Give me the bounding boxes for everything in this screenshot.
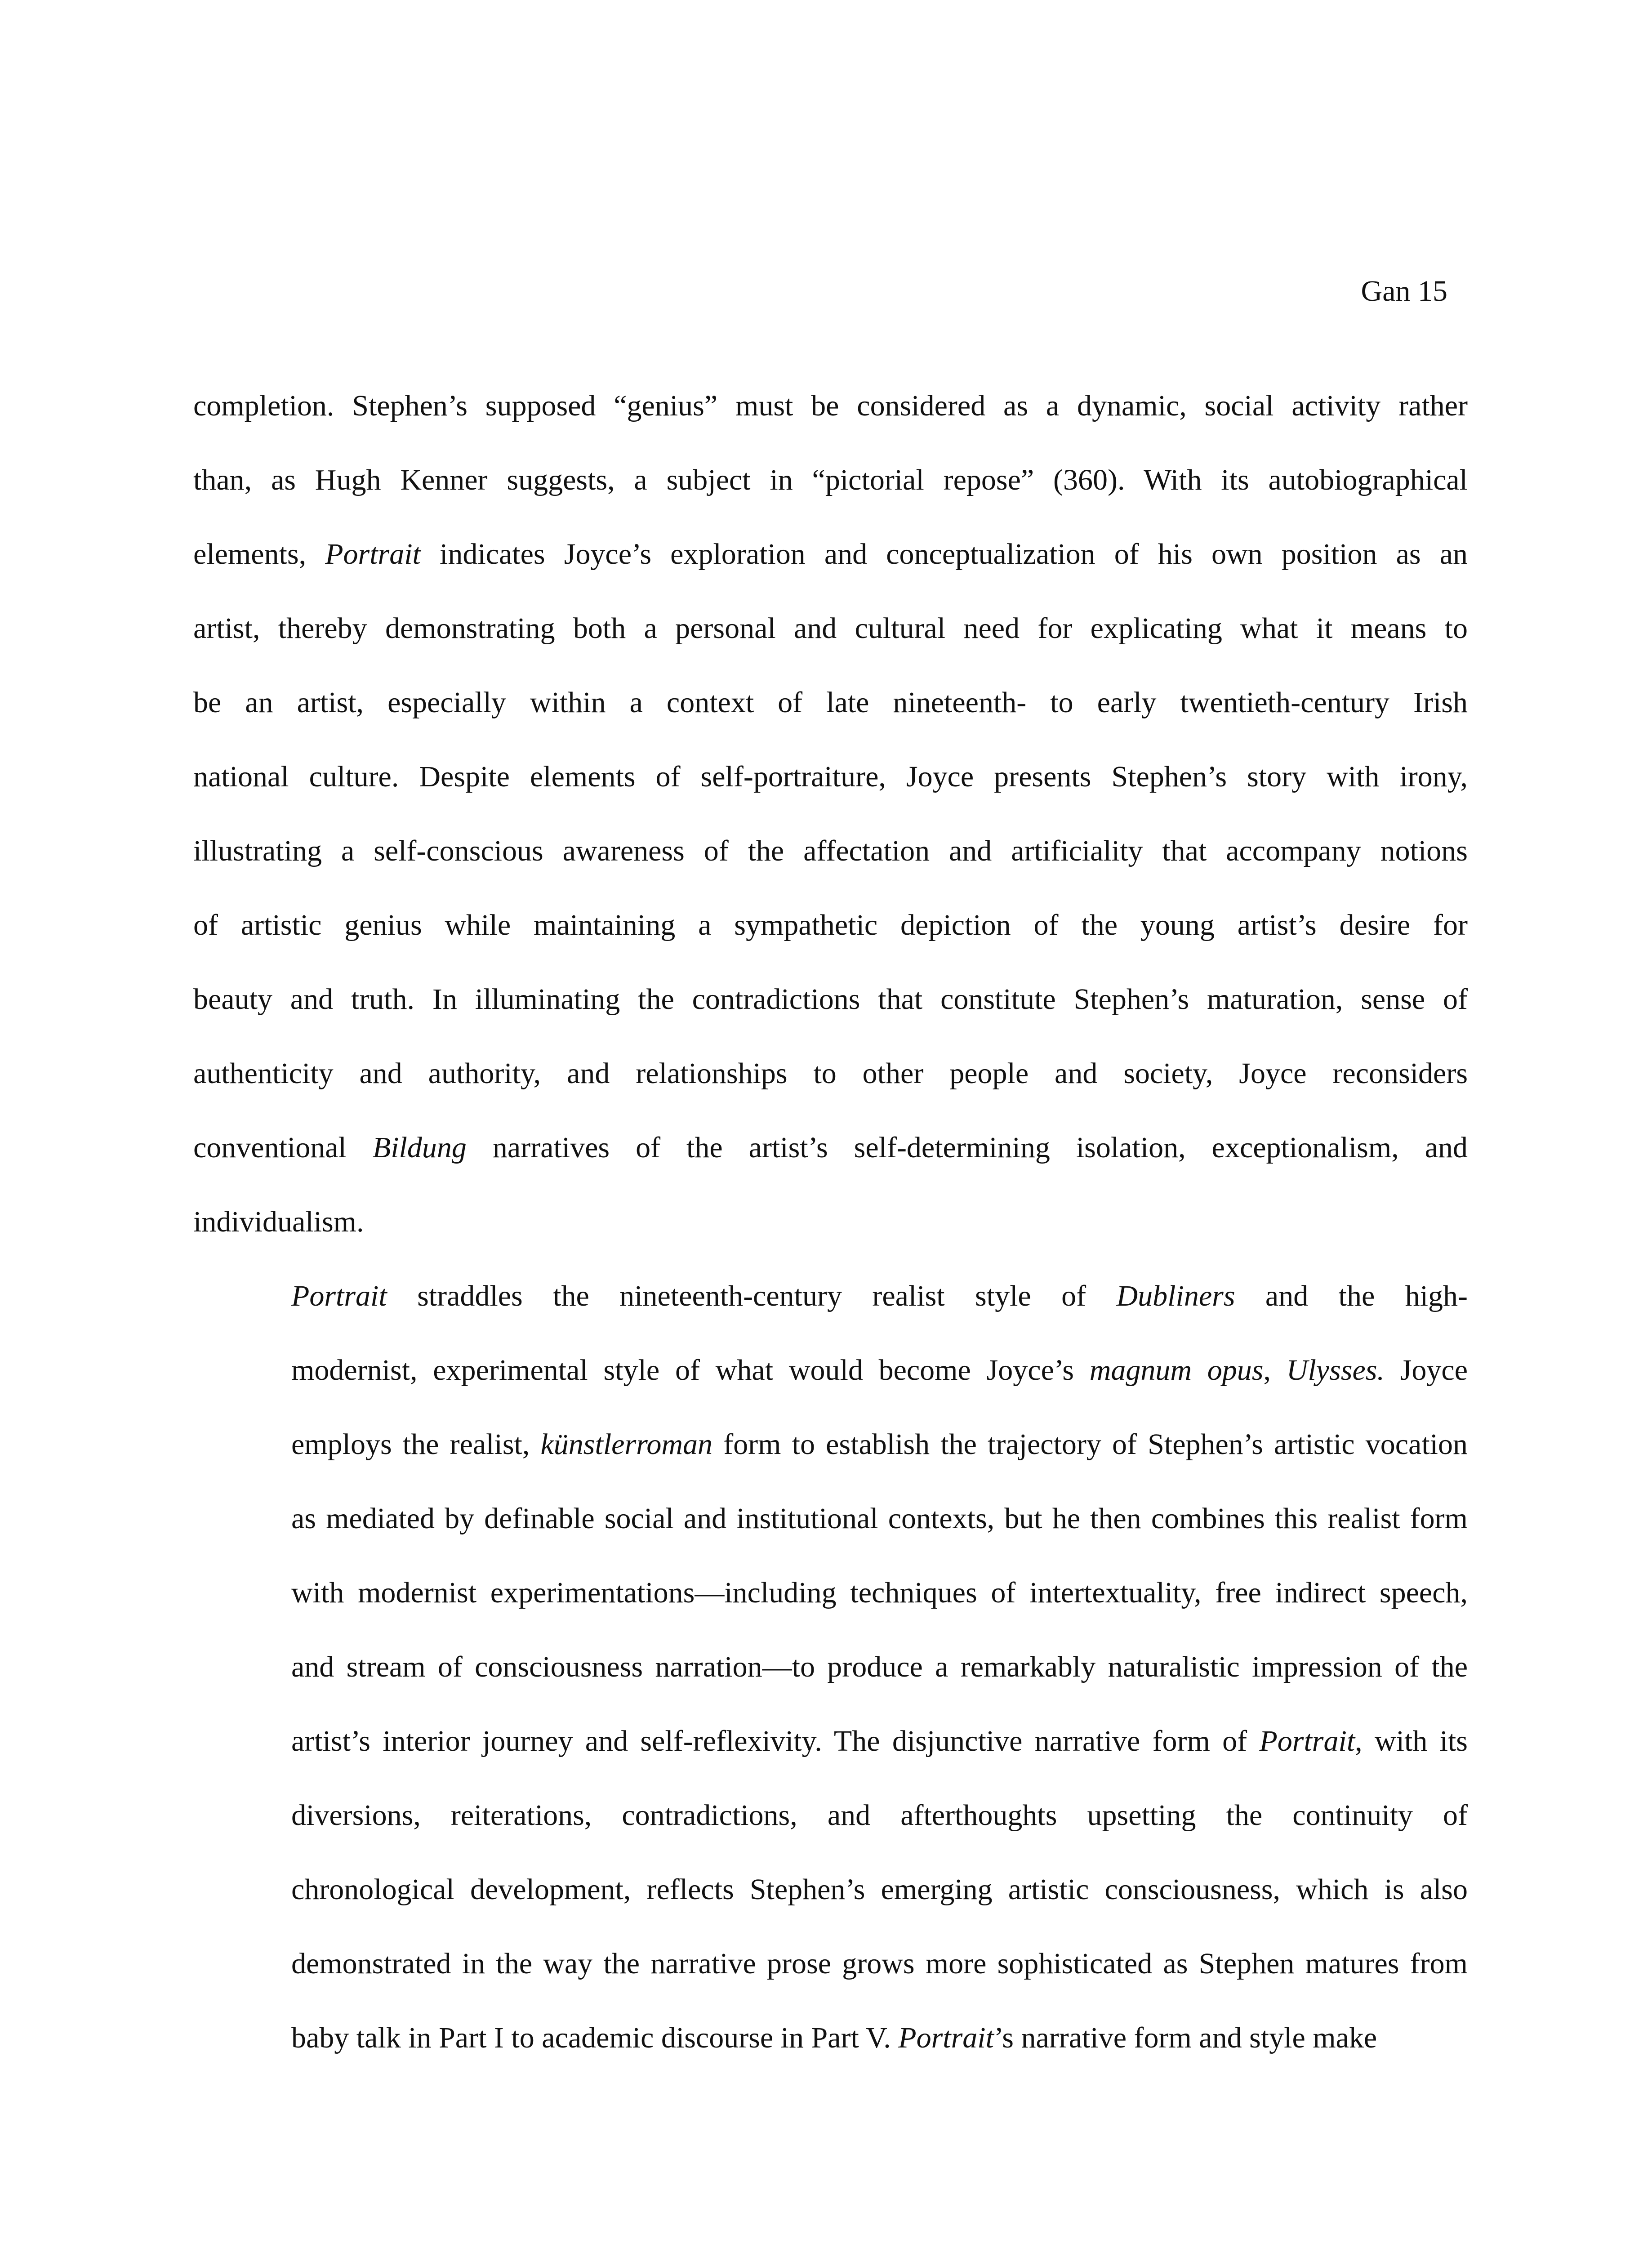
body-text (193, 369, 1468, 2075)
text-run: elements, (193, 538, 325, 571)
text-line (193, 1111, 1468, 1185)
text-run: completion. Stephen’s supposed “genius” must be considered as a dynamic, social activity rather (193, 389, 1468, 422)
text-line (193, 665, 1468, 740)
text-line (193, 1778, 1468, 1852)
italic-title: magnum opus (1089, 1354, 1264, 1387)
text-line (193, 1556, 1468, 1630)
running-head: Gan 15 (1361, 275, 1447, 308)
paragraph (193, 369, 1468, 1259)
text-line (193, 1852, 1468, 1927)
italic-title: Portrait (1259, 1725, 1355, 1757)
text-line (193, 517, 1468, 591)
text-run: indicates Joyce’s exploration and conceptualization of his own position as an (420, 538, 1468, 571)
text-line (193, 591, 1468, 665)
text-run: straddles the nineteenth-century realist style of (387, 1280, 1117, 1312)
text-run: modernist, experimental style of what would become Joyce’s (291, 1354, 1090, 1387)
italic-title: Bildung (372, 1131, 467, 1164)
italic-title: Portrait (898, 2021, 994, 2054)
text-run: Joyce (1384, 1354, 1468, 1387)
text-run: conventional (193, 1131, 373, 1164)
text-line (193, 740, 1468, 814)
paragraph (193, 1259, 1468, 2075)
text-run: , (1263, 1354, 1287, 1387)
text-run: with modernist experimentations—including techniques of intertextuality, free indirect speech, (291, 1576, 1468, 1609)
text-line (193, 1630, 1468, 1704)
italic-title: Portrait (291, 1280, 387, 1312)
italic-title: Portrait (325, 538, 421, 571)
text-line (193, 1036, 1468, 1111)
text-line (193, 814, 1468, 888)
text-line (193, 1333, 1468, 1407)
text-line (193, 1185, 1468, 1259)
text-run: narratives of the artist’s self-determining isolation, exceptionalism, and (466, 1131, 1468, 1164)
text-run: beauty and truth. In illuminating the contradictions that constitute Stephen’s maturation, sense of (193, 983, 1468, 1016)
italic-title: Dubliners (1116, 1280, 1235, 1312)
text-line (193, 1259, 1468, 1333)
text-line (193, 1927, 1468, 2001)
text-run: and the high- (1235, 1280, 1468, 1312)
text-run: chronological development, reflects Stephen’s emerging artistic consciousness, which is also (291, 1873, 1468, 1906)
text-run: be an artist, especially within a context of late nineteenth- to early twentieth-century Irish (193, 686, 1468, 719)
text-line (193, 369, 1468, 443)
text-run: artist’s interior journey and self-reflexivity. The disjunctive narrative form of (291, 1725, 1260, 1757)
text-run: than, as Hugh Kenner suggests, a subject in “pictorial repose” (360). With its autobiographical (193, 464, 1468, 496)
text-run: national culture. Despite elements of self-portraiture, Joyce presents Stephen’s story with irony, (193, 760, 1468, 793)
text-run: artist, thereby demonstrating both a personal and cultural need for explicating what it means to (193, 612, 1468, 645)
text-run: demonstrated in the way the narrative prose grows more sophisticated as Stephen matures from (291, 1947, 1468, 1980)
text-run: ’s narrative form and style make (993, 2021, 1377, 2054)
italic-title: künstlerroman (540, 1428, 713, 1461)
text-run: illustrating a self-conscious awareness of the affectation and artificiality that accompany notions (193, 834, 1468, 867)
text-line (193, 1704, 1468, 1778)
text-run: diversions, reiterations, contradictions, and afterthoughts upsetting the continuity of (291, 1799, 1468, 1832)
text-run: individualism. (193, 1205, 364, 1238)
text-line (193, 888, 1468, 962)
text-run: of artistic genius while maintaining a sympathetic depiction of the young artist’s desire for (193, 909, 1468, 941)
text-line (193, 2001, 1468, 2075)
text-run: baby talk in Part I to academic discourse in Part V. (291, 2021, 899, 2054)
text-line (193, 443, 1468, 517)
text-line (193, 1407, 1468, 1481)
text-run: authenticity and authority, and relationships to other people and society, Joyce reconsiders (193, 1057, 1468, 1090)
text-run: as mediated by definable social and institutional contexts, but he then combines this realist form (291, 1502, 1468, 1535)
text-run: employs the realist, (291, 1428, 541, 1461)
italic-title: Ulysses. (1286, 1354, 1385, 1387)
text-run: , with its (1355, 1725, 1468, 1757)
text-run: and stream of consciousness narration—to produce a remarkably naturalistic impression of the (291, 1650, 1468, 1683)
text-line (193, 1481, 1468, 1556)
text-run: form to establish the trajectory of Stephen’s artistic vocation (712, 1428, 1468, 1461)
text-line (193, 962, 1468, 1036)
